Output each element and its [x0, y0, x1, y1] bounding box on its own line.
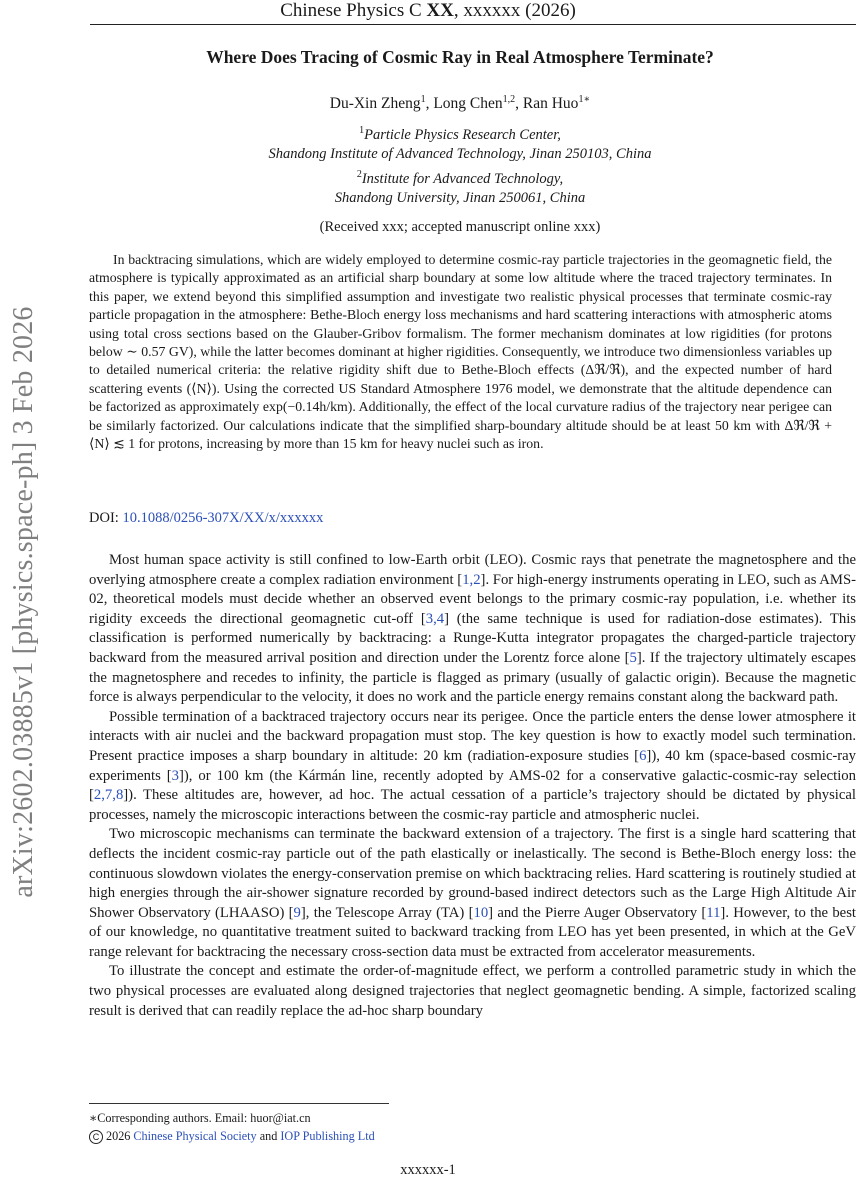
affiliation-name: Institute for Advanced Technology, [361, 170, 564, 187]
doi-line [89, 508, 323, 528]
affiliation-address: Shandong University, Jinan 250061, China [334, 190, 586, 207]
running-head [0, 0, 856, 22]
copyright-icon: C [89, 1130, 103, 1144]
author-name: Du-Xin Zheng [329, 95, 421, 113]
text-run: ]. However, to the best of our knowledge, no quantitative treatment suited to backward tracking from LEO has yet been presented, in which at the GeV range relevant for backtracing the necessary cross-section data must be extracted from accelerator measurements. [89, 904, 856, 960]
arxiv-sidebar [0, 0, 48, 1200]
header-rule [90, 24, 856, 25]
paragraph-3 [89, 825, 856, 962]
paragraph-2 [89, 708, 856, 826]
affiliation-name: Particle Physics Research Center, [364, 126, 561, 143]
citation-link[interactable]: 6 [639, 747, 647, 764]
citation-link[interactable]: 3 [171, 767, 179, 784]
text-run: ] (the same technique is used for radiation-dose estimates). This classification is performed numerically by backtracing: a Runge-Kutta integrator propagates the charged-particle trajectory backward from the measured arrival position and direction under the Lorentz force alone [ [89, 610, 856, 666]
affiliation-mark: 1 [359, 125, 365, 136]
affiliation-address: Shandong Institute of Advanced Technology, Jinan 250103, China [268, 146, 652, 163]
author-separator: , [425, 95, 434, 113]
arxiv-identifier: arXiv:2602.03885v1 [physics.space-ph] 3 Feb 2026 [8, 306, 39, 898]
corresponding-author-text: ∗Corresponding authors. Email: huor@iat.cn [89, 1111, 311, 1125]
copyright-line [89, 1127, 375, 1145]
footnote-rule [89, 1103, 389, 1104]
page-number: xxxxxx-1 [400, 1162, 456, 1178]
paper-title: Where Does Tracing of Cosmic Ray in Real Atmosphere Terminate? [206, 47, 714, 67]
publisher-link[interactable]: IOP Publishing Ltd [280, 1129, 375, 1143]
copyright-year: 2026 [106, 1129, 131, 1143]
affiliation-line [90, 121, 830, 145]
text-run: ]). These altitudes are, however, ad hoc. The actual cessation of a particle’s trajectory should be dictated by physical processes, namely the microscopic interactions between the cosmic-ray particle and atmospheric nuclei. [89, 787, 856, 823]
citation-link[interactable]: 1,2 [462, 571, 481, 588]
citation-link[interactable]: 3,4 [425, 610, 445, 627]
abstract: In backtracing simulations, which are widely employed to determine cosmic-ray particle trajectories in the geomagnetic field, the atmosphere is typically approximated as an artificial sharp boundary at some low altitude where the traced trajectory terminates. In this paper, we extend beyond this simplified assumption and investigate two realistic physical processes that terminate cosmic-ray particle propagation in the atmosphere: Bethe-Bloch energy loss mechanisms and hard scattering interactions with atmospheric atoms using total cross sections based on the Glauber-Gribov formalism. The former mechanism dominates at low rigidities (for protons below ∼ 0.57 GV), while the latter becomes dominant at higher rigidities. Consequently, we introduce two dimensionless variables up to detailed numerical criteria: the relative rigidity shift due to Bethe-Bloch effects (Δℜ/ℜ), and the expected number of hard scattering events (⟨N⟩). Using the corrected US Standard Atmosphere 1976 model, we demonstrate that the altitude dependence can be factorized as approximately exp(−0.14h/km). Additionally, the effect of the local curvature radius of the trajectory near perigee can be similarly factorized. Our calculations indicate that the simplified sharp-boundary altitude should be at least 50 km with Δℜ/ℜ + ⟨N⟩ ≲ 1 for protons, increasing by more than 15 km for heavy nuclei such as iron. [89, 252, 832, 452]
doi-label: DOI: [89, 510, 119, 526]
author-name: Long Chen [433, 95, 503, 113]
citation-link[interactable]: 10 [473, 904, 489, 921]
text-run: ], the Telescope Array (TA) [ [300, 904, 474, 921]
author-affiliation-mark: 1 [420, 94, 426, 105]
journal-volume: XX [426, 0, 454, 21]
affiliation-line [90, 165, 830, 189]
text-run: ]), 40 km (space-based cosmic-ray experiments [ [89, 747, 856, 784]
text-run: ] and the Pierre Auger Observatory [ [488, 904, 707, 921]
author-affiliation-mark: 1,2 [502, 94, 516, 105]
society-link[interactable]: Chinese Physical Society [133, 1129, 257, 1143]
text-run: Most human space activity is still confined to low-Earth orbit (LEO). Cosmic rays that penetrate the magnetosphere and the overlying atmosphere create a complex radiation environment [ [89, 552, 856, 588]
citation-link[interactable]: 5 [629, 649, 637, 666]
text-run: ]. For high-energy instruments operating in LEO, such as AMS-02, theoretical models must decide whether an observed event belongs to the primary cosmic-ray population, i.e. whether its rigidity exceeds the directional geomagnetic cut-off [ [89, 571, 856, 627]
text-run: ]. If the trajectory ultimately escapes the magnetosphere and recedes to infinity, the particle is flagged as primary (usually of galactic origin). Because the magnetic force is always perpendicular to the velocity, it does no work and the particle energy remains constant along the backward path. [89, 649, 856, 706]
author-separator: , [515, 95, 523, 113]
text-run: Possible termination of a backtraced trajectory occurs near its perigee. Once the particle enters the dense lower atmosphere it interacts with air nuclei and the backward propagation must stop. The key question is how to exactly model such termination. Present practice imposes a sharp boundary in altitude: 20 km (radiation-exposure studies [ [89, 708, 856, 764]
author-affiliation-mark: 1∗ [578, 94, 591, 105]
main-text [89, 551, 856, 1021]
citation-link[interactable]: 11 [706, 904, 721, 921]
affiliation-mark: 2 [356, 168, 362, 180]
citation-link[interactable]: 9 [293, 904, 301, 921]
paragraph-4: To illustrate the concept and estimate the order-of-magnitude effect, we perform a controlled parametric study in which the two physical processes are evaluated along designed trajectories that neglect geomagnetic bending. A simple, factorized scaling result is derived that can readily replace the ad-hoc sharp boundary [89, 963, 856, 1019]
affiliations [90, 121, 830, 209]
author-list [90, 89, 830, 115]
doi-link[interactable]: 10.1088/0256-307X/XX/x/xxxxxx [122, 510, 324, 526]
received-dates: (Received xxx; accepted manuscript online xxx) [319, 219, 601, 235]
corresponding-author-note [89, 1109, 375, 1127]
paragraph-1 [89, 551, 856, 708]
copyright-and: and [259, 1129, 278, 1143]
journal-name: Chinese Physics C [280, 0, 422, 21]
journal-issue: , xxxxxx (2026) [453, 0, 576, 21]
footnotes [89, 1109, 375, 1145]
text-run: ]), or 100 km (the Kármán line, recently adopted by AMS-02 for a conservative galactic-cosmic-ray selection [ [89, 767, 856, 804]
author-name: Ran Huo [522, 95, 579, 113]
text-run: Two microscopic mechanisms can terminate the backward extension of a trajectory. The first is a single hard scattering that deflects the incident cosmic-ray particle out of the path elastically or inelastically. The second is Bethe-Bloch energy loss: the continuous slowdown violates the energy-conservation premise on which backtracing relies. Hard scattering is routinely studied at high energies through the air-shower signature recorded by ground-based indirect detectors such as the Large High Altitude Air Shower Observatory (LHAASO) [ [89, 826, 856, 921]
citation-link[interactable]: 2,7,8 [93, 787, 124, 804]
